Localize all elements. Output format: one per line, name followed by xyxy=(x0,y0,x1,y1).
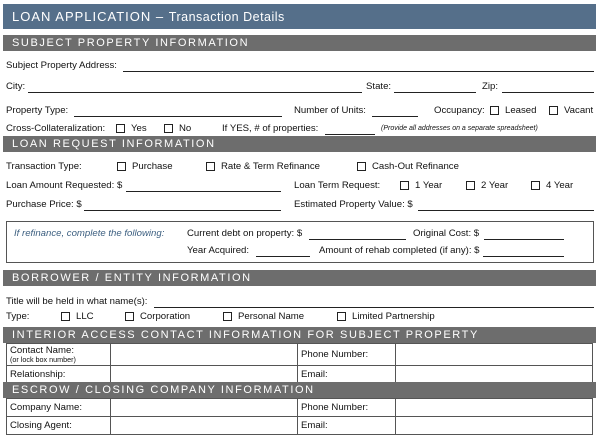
vacant-label: Vacant xyxy=(564,105,594,116)
property-type-label: Property Type: xyxy=(6,105,69,116)
section-borrower xyxy=(3,270,596,286)
contact-name-label: Contact Name: xyxy=(10,344,74,356)
section-loan-title: LOAN REQUEST INFORMATION xyxy=(12,138,216,150)
llc-checkbox[interactable] xyxy=(61,312,70,321)
section-subject-title: SUBJECT PROPERTY INFORMATION xyxy=(12,37,250,49)
cross-collateral-label: Cross-Collateralization: xyxy=(6,123,106,134)
term-2-year-checkbox[interactable] xyxy=(466,181,475,190)
corporation-checkbox[interactable] xyxy=(125,312,134,321)
cross-no-checkbox[interactable] xyxy=(164,124,173,133)
closing-agent-input[interactable] xyxy=(111,417,298,435)
units-field[interactable] xyxy=(372,116,418,117)
escrow-phone-input[interactable] xyxy=(396,399,593,417)
section-escrow xyxy=(3,382,596,398)
addresses-note: (Provide all addresses on a separate spreadsheet) xyxy=(381,125,538,132)
title-held-label: Title will be held in what name(s): xyxy=(6,296,148,307)
state-field[interactable] xyxy=(394,92,476,93)
entity-type-label: Type: xyxy=(6,311,30,322)
relationship-input[interactable] xyxy=(111,366,298,383)
title-held-field[interactable] xyxy=(154,307,594,308)
zip-label: Zip: xyxy=(482,81,498,92)
relationship-label: Relationship: xyxy=(7,366,111,383)
section-interior-access xyxy=(3,327,596,343)
personal-name-checkbox[interactable] xyxy=(223,312,232,321)
num-properties-field[interactable] xyxy=(325,134,375,135)
access-phone-input[interactable] xyxy=(396,344,593,366)
closing-agent-label: Closing Agent: xyxy=(7,417,111,435)
cross-yes-checkbox[interactable] xyxy=(116,124,125,133)
limited-partnership-label: Limited Partnership xyxy=(352,311,435,322)
section-loan-request xyxy=(3,136,596,152)
purchase-price-field[interactable] xyxy=(84,210,281,211)
num-properties-label: If YES, # of properties: xyxy=(222,123,319,134)
llc-label: LLC xyxy=(76,311,94,322)
zip-field[interactable] xyxy=(502,92,594,93)
city-label: City: xyxy=(6,81,26,92)
escrow-table xyxy=(6,398,593,435)
rate-term-checkbox[interactable] xyxy=(206,162,215,171)
current-debt-label: Current debt on property: $ xyxy=(187,228,303,239)
address-field[interactable] xyxy=(123,71,594,72)
purchase-label: Purchase xyxy=(132,161,173,172)
property-type-field[interactable] xyxy=(74,116,282,117)
city-field[interactable] xyxy=(28,92,362,93)
rate-term-label: Rate & Term Refinance xyxy=(221,161,321,172)
units-label: Number of Units: xyxy=(294,105,366,116)
term-4-year-checkbox[interactable] xyxy=(531,181,540,190)
access-phone-label: Phone Number: xyxy=(298,344,396,366)
transaction-type-label: Transaction Type: xyxy=(6,161,82,172)
rehab-label: Amount of rehab completed (if any): $ xyxy=(319,245,480,256)
section-escrow-title: ESCROW / CLOSING COMPANY INFORMATION xyxy=(12,384,315,396)
loan-amount-field[interactable] xyxy=(126,191,281,192)
state-label: State: xyxy=(366,81,392,92)
personal-name-label: Personal Name xyxy=(238,311,305,322)
title-subtitle: Transaction Details xyxy=(168,10,285,24)
title-main: LOAN APPLICATION xyxy=(12,9,152,24)
purchase-price-label: Purchase Price: $ xyxy=(6,199,82,210)
cash-out-label: Cash-Out Refinance xyxy=(372,161,459,172)
cross-no-label: No xyxy=(179,123,192,134)
address-label: Subject Property Address: xyxy=(6,60,117,71)
section-access-title: INTERIOR ACCESS CONTACT INFORMATION FOR SUBJECT PROPERTY xyxy=(12,329,479,341)
term-4-year-label: 4 Year xyxy=(546,180,574,191)
title-dash: – xyxy=(155,9,165,24)
term-1-year-checkbox[interactable] xyxy=(400,181,409,190)
page-title xyxy=(12,9,285,24)
leased-label: Leased xyxy=(505,105,537,116)
section-subject-property xyxy=(3,35,596,51)
access-contact-table xyxy=(6,343,593,383)
leased-checkbox[interactable] xyxy=(490,106,499,115)
est-value-field[interactable] xyxy=(418,210,594,211)
title-bar xyxy=(3,4,596,29)
purchase-checkbox[interactable] xyxy=(117,162,126,171)
access-email-label: Email: xyxy=(298,366,396,383)
year-acquired-field[interactable] xyxy=(256,256,310,257)
loan-amount-label: Loan Amount Requested: $ xyxy=(6,180,123,191)
current-debt-field[interactable] xyxy=(309,239,406,240)
rehab-field[interactable] xyxy=(483,256,564,257)
original-cost-field[interactable] xyxy=(484,239,564,240)
est-value-label: Estimated Property Value: $ xyxy=(294,199,413,210)
table-row xyxy=(7,344,593,366)
contact-lockbox-note: (or lock box number) xyxy=(10,354,76,364)
occupancy-label: Occupancy: xyxy=(434,105,485,116)
access-email-input[interactable] xyxy=(396,366,593,383)
corporation-label: Corporation xyxy=(140,311,191,322)
refinance-instruction: If refinance, complete the following: xyxy=(14,228,165,239)
table-row xyxy=(7,417,593,435)
loan-term-label: Loan Term Request: xyxy=(294,180,381,191)
limited-partnership-checkbox[interactable] xyxy=(337,312,346,321)
escrow-phone-label: Phone Number: xyxy=(298,399,396,417)
company-name-input[interactable] xyxy=(111,399,298,417)
term-2-year-label: 2 Year xyxy=(481,180,509,191)
escrow-email-input[interactable] xyxy=(396,417,593,435)
cash-out-checkbox[interactable] xyxy=(357,162,366,171)
original-cost-label: Original Cost: $ xyxy=(413,228,480,239)
section-borrower-title: BORROWER / ENTITY INFORMATION xyxy=(12,272,252,284)
cross-yes-label: Yes xyxy=(131,123,147,134)
year-acquired-label: Year Acquired: xyxy=(187,245,250,256)
vacant-checkbox[interactable] xyxy=(549,106,558,115)
term-1-year-label: 1 Year xyxy=(415,180,443,191)
company-name-label: Company Name: xyxy=(7,399,111,417)
contact-name-input[interactable] xyxy=(111,344,298,366)
table-row xyxy=(7,399,593,417)
table-row xyxy=(7,366,593,383)
contact-name-label-cell xyxy=(7,344,111,366)
escrow-email-label: Email: xyxy=(298,417,396,435)
